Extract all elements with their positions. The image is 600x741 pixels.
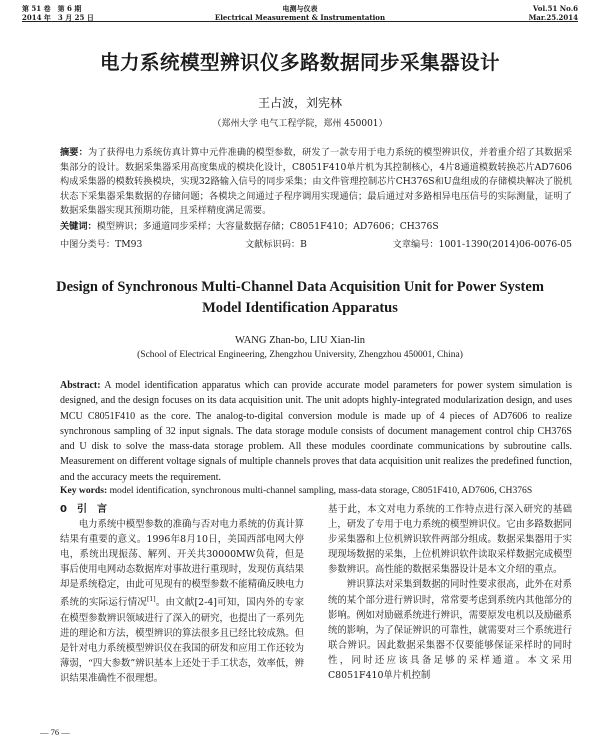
journal-name <box>22 4 578 22</box>
authors-en: WANG Zhan-bo, LIU Xian-lin <box>234 335 366 346</box>
abstract-label-cn: 摘要： <box>60 147 88 158</box>
journal-name-en: Electrical Measurement & Instrumentation <box>214 13 386 22</box>
journal-volume-info-en <box>529 4 578 22</box>
paper-title-en <box>20 277 580 319</box>
paper-title-en-line2: Model Identification Apparatus <box>202 300 398 316</box>
volume-issue-en: Vol.51 No.6 <box>533 4 578 13</box>
publish-date-en: Mar.25.2014 <box>528 13 578 22</box>
abstract-text-en: A model identification apparatus which can provide accurate model parameters for power system simulation is designed, and the design focuses on its data acquisition unit. The unit adopts highly-integrated modularization design, and uses MCU C8051F410 as the core. The analog-to-digital conversion module is made up of 4 pieces of AD7606 to realize synchronous sampling of 32 input signals. The data storage module consists of document management control chip CH376S and U disk to solve the mass-data storage problem. All these modules coordinate communications by subroutine calls. Measurement on different voltage signals of multiple channels proves that data acquisition unit realizes the predefined function, and the accuracy meets the requirement. <box>60 380 573 483</box>
abstract-cn <box>60 146 572 219</box>
authors-cn: 王占波，刘宪林 <box>257 96 342 110</box>
article-number: 文章编号：1001-1390(2014)06-0076-05 <box>392 239 572 250</box>
affiliation-en: (School of Electrical Engineering, Zhengzhou University, Zhengzhou 450001, China) <box>137 350 463 360</box>
body-column-left <box>60 502 304 686</box>
paragraph-text: 电力系统中模型参数的准确与否对电力系统的仿真计算结果有重要的意义。1996年8月10日，美国西部电网大停电，系统出现振荡、解列、开关共30000MW负荷，但是事后使用电网动态数据库对事故进行重现时，发现仿真结果却是系统稳定，由此可见现有的模型参数不能精确反映电力系统的实际运行情况 <box>60 519 304 609</box>
paper-title-cn: 电力系统模型辨识仪多路数据同步采集器设计 <box>99 51 500 74</box>
keywords-cn <box>60 220 572 234</box>
abstract-label-en: Abstract: <box>60 380 101 391</box>
body-paragraph: 基于此，本文对电力系统的工作特点进行深入研究的基础上，研发了专用于电力系统的模型辨识仪。它由多路数据同步采集器和上位机辨识软件两部分组成。数据采集器用于实现现场数据的采集，上位机辨识软件读取采样数据完成模型参数辨识。高性能的数据采集器设计是本文介绍的重点。 <box>328 504 572 576</box>
document-code: 文献标识码：B <box>245 239 307 250</box>
paper-title-en-line1: Design of Synchronous Multi-Channel Data Acquisition Unit for Power System <box>56 279 544 295</box>
keywords-text-en: model identification, synchronous multi-channel sampling, mass-data storage, C8051F410, AD7606, CH376S <box>109 485 533 496</box>
volume-issue: 第 51 卷 第 6 期 <box>22 4 82 13</box>
abstract-text-cn: 为了获得电力系统仿真计算中元件准确的模型参数，研发了一款专用于电力系统的模型辨识仪，并着重介绍了其数据采集部分的设计。数据采集器采用高度集成的模块化设计，C8051F410单片机为其控制核心，4片8通道模数转换芯片AD7606构成采集器的模数转换模块，实现32路输入信号的同步采集；由文件管理控制芯片CH376S和U盘组成的存储模块解决了脱机状态下采集器采集数据的存储问题；各模块之间通过子程序调用实现通信；最后通过对多路相异电压信号的实际测量，证明了数据采集器实现其预期功能，且采样精度满足需要。 <box>60 147 573 217</box>
section-heading-introduction: 0 引 言 <box>60 504 107 515</box>
paragraph-text: 。由文献[2-4]可知，国内外的专家在模型参数辨识领域进行了深入的研究，也提出了一系列先进的理论和方法，模型辨识的算法很多且已经比较成熟。但是针对电力系统模型辨识仪在我国的研发和应用工作还较为薄弱，“四大参数”辨识基本上还处于手工状态，效率低，辨识结果准确性不很理想。 <box>60 597 304 685</box>
body-paragraph: 辨识算法对采集到数据的同时性要求很高，此外在对系统的某个部分进行辨识时，常常要考虑到系统内其他部分的影响。例如对励磁系统进行辨识，需要原发电机以及励磁系统的影响，为了保证辨识的可靠性，就需要对三个系统进行联合辨识。因此数据采集器不仅要能够保证采样时的同时性，同时还应该具备足够的采样通道。本文采用C8051F410单片机控制 <box>328 579 572 682</box>
publish-date: 2014 年 3 月 25 日 <box>22 13 94 22</box>
abstract-en <box>60 378 572 485</box>
journal-name-cn: 电测与仪表 <box>282 4 318 13</box>
affiliation-cn: （郑州大学 电气工程学院，郑州 450001） <box>212 119 388 129</box>
page-number: — 76 — <box>40 727 70 737</box>
citation: [1] <box>147 596 156 604</box>
classification-row <box>60 236 572 250</box>
body-column-right <box>328 502 572 683</box>
keywords-text-cn: 模型辨识；多通道同步采样；大容量数据存储；C8051F410；AD7606；CH376S <box>96 221 439 232</box>
body-paragraph <box>60 517 304 686</box>
running-header <box>22 4 578 22</box>
clc-number: 中图分类号：TM93 <box>60 239 143 250</box>
keywords-label-en: Key words: <box>60 485 108 496</box>
keywords-label-cn: 关键词： <box>60 221 97 232</box>
keywords-en <box>60 485 572 497</box>
